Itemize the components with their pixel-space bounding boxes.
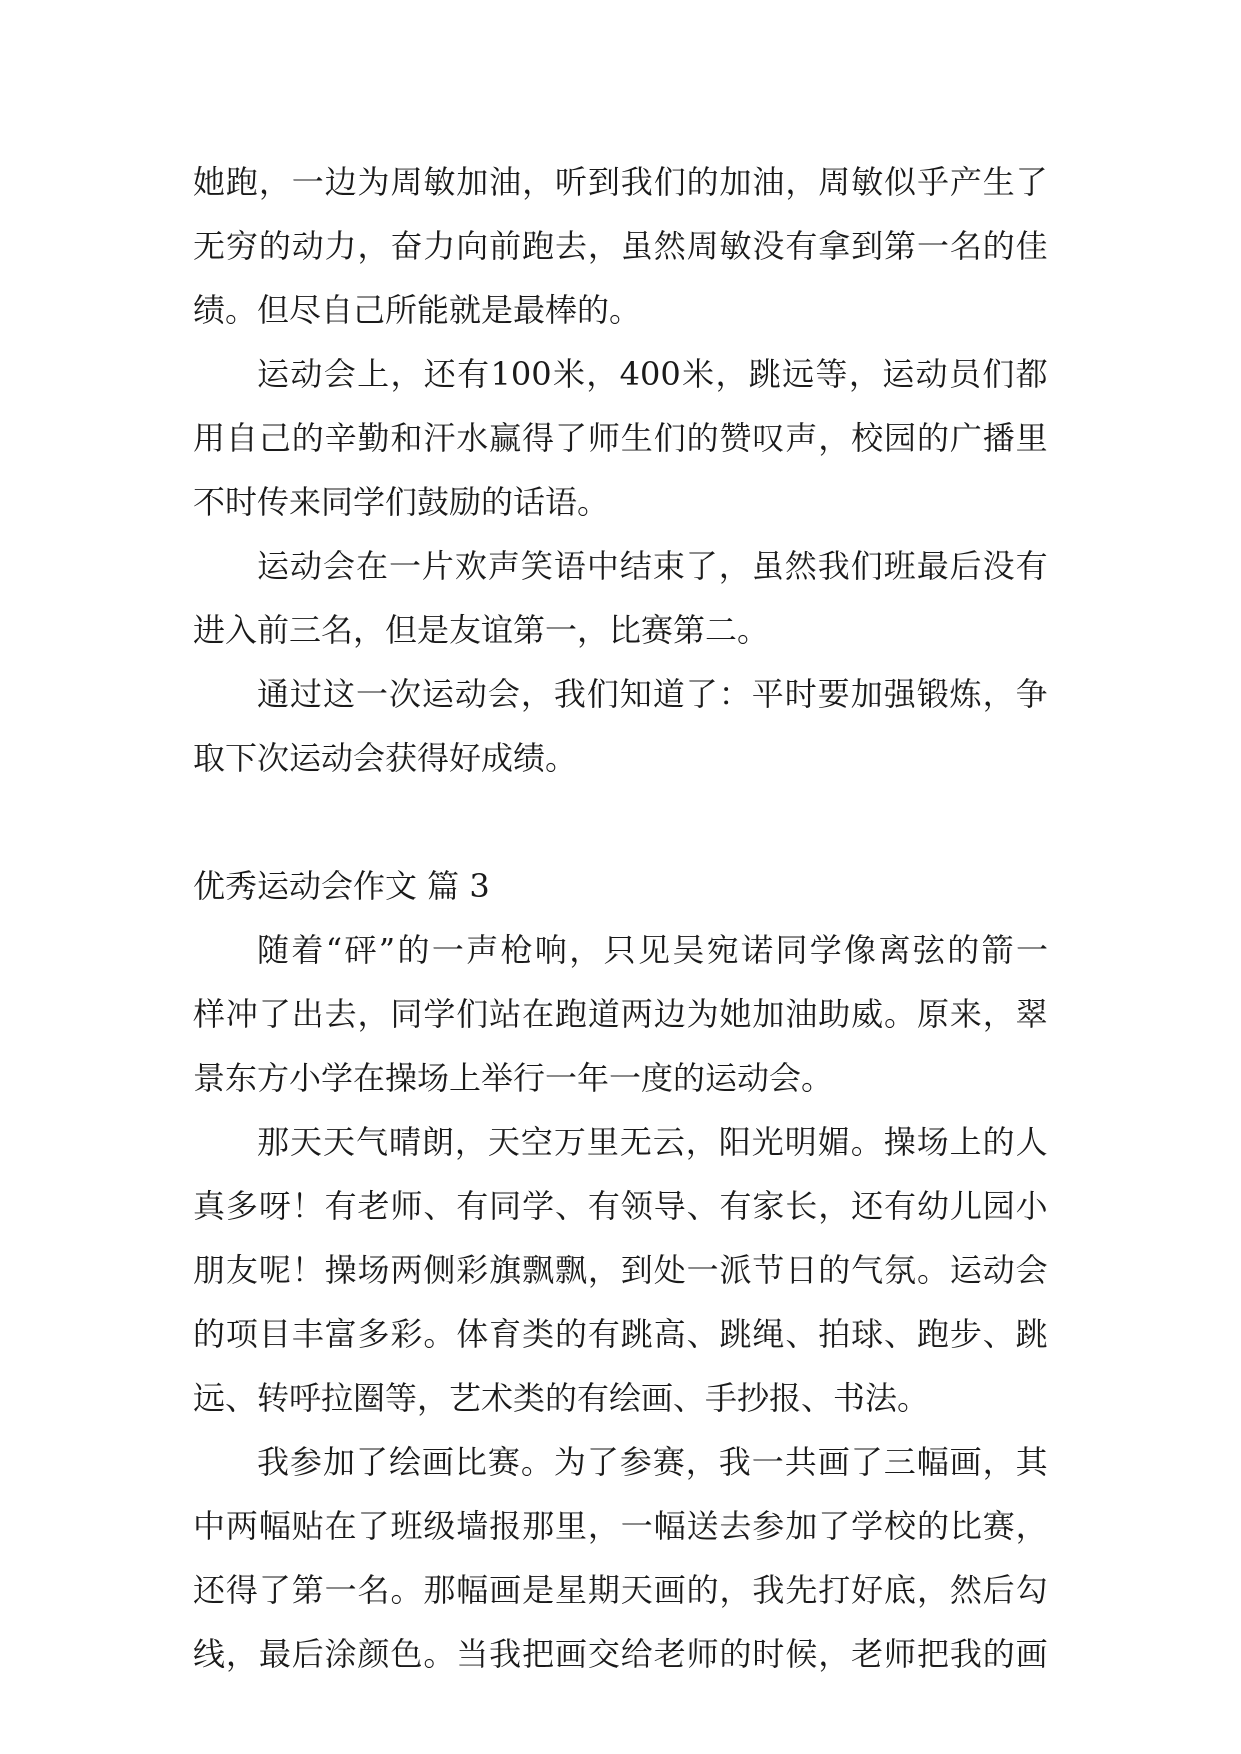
text-line: 进入前三名，但是友谊第一，比赛第二。	[193, 611, 770, 649]
essay-section-3	[193, 918, 1048, 1686]
essay-heading	[193, 854, 1048, 918]
text-line: 无 穷 的 动 力 ， 奋 力 向 前 跑 去 ， 虽 然 周 敏 没 有 拿 到 第 一 名 的 佳	[193, 227, 1048, 265]
text-line: 样 冲 了 出 去 ， 同 学 们 站 在 跑 道 两 边 为 她 加 油 助 威 。 原 来 ， 翠	[193, 995, 1048, 1033]
text-line: 不时传来同学们鼓励的话语。	[193, 483, 610, 521]
text-line: 随 着 “ 砰 ” 的 一 声 枪 响 ， 只 见 吴 宛 诺 同 学 像 离 弦 的 箭 一	[257, 931, 1048, 969]
text-line: 她 跑 ， 一 边 为 周 敏 加 油 ， 听 到 我 们 的 加 油 ， 周 敏 似 乎 产 生 了	[193, 163, 1048, 201]
document-body	[193, 150, 1048, 1686]
essay-continuation	[193, 150, 1048, 790]
text-line: 中 两 幅 贴 在 了 班 级 墙 报 那 里 ， 一 幅 送 去 参 加 了 学 校 的 比 赛 ，	[193, 1507, 1048, 1545]
text-line: 我 参 加 了 绘 画 比 赛 。 为 了 参 赛 ， 我 一 共 画 了 三 幅 画 ， 其	[257, 1443, 1048, 1481]
text-line: 运 动 会 在 一 片 欢 声 笑 语 中 结 束 了 ， 虽 然 我 们 班 最 后 没 有	[257, 547, 1048, 585]
text-line: 用 自 己 的 辛 勤 和 汗 水 赢 得 了 师 生 们 的 赞 叹 声 ， 校 园 的 广 播 里	[193, 419, 1048, 457]
text-line: 运 动 会 上 ， 还 有 100 米 ， 400 米 ， 跳 远 等 ， 运 动 员 们 都	[257, 355, 1048, 393]
text-line: 那 天 天 气 晴 朗 ， 天 空 万 里 无 云 ， 阳 光 明 媚 。 操 场 上 的 人	[257, 1123, 1048, 1161]
text-line: 通 过 这 一 次 运 动 会 ， 我 们 知 道 了 ： 平 时 要 加 强 锻 炼 ， 争	[257, 675, 1048, 713]
text-line: 的 项 目 丰 富 多 彩 。 体 育 类 的 有 跳 高 、 跳 绳 、 拍 球 、 跑 步 、 跳	[193, 1315, 1048, 1353]
text-line: 远、转呼拉圈等，艺术类的有绘画、手抄报、书法。	[193, 1379, 930, 1417]
essay-heading-text: 优秀运动会作文 篇 3	[193, 867, 490, 905]
text-line: 线 ， 最 后 涂 颜 色 。 当 我 把 画 交 给 老 师 的 时 候 ， 老 师 把 我 的 画	[193, 1635, 1048, 1673]
text-line: 取下次运动会获得好成绩。	[193, 739, 578, 777]
text-line: 朋 友 呢 ！ 操 场 两 侧 彩 旗 飘 飘 ， 到 处 一 派 节 日 的 气 氛 。 运 动 会	[193, 1251, 1048, 1289]
text-line: 还 得 了 第 一 名 。 那 幅 画 是 星 期 天 画 的 ， 我 先 打 好 底 ， 然 后 勾	[193, 1571, 1048, 1609]
text-line: 真 多 呀 ！ 有 老 师 、 有 同 学 、 有 领 导 、 有 家 长 ， 还 有 幼 儿 园 小	[193, 1187, 1048, 1225]
text-line: 绩。但尽自己所能就是最棒的。	[193, 291, 642, 329]
text-line: 景东方小学在操场上举行一年一度的运动会。	[193, 1059, 834, 1097]
